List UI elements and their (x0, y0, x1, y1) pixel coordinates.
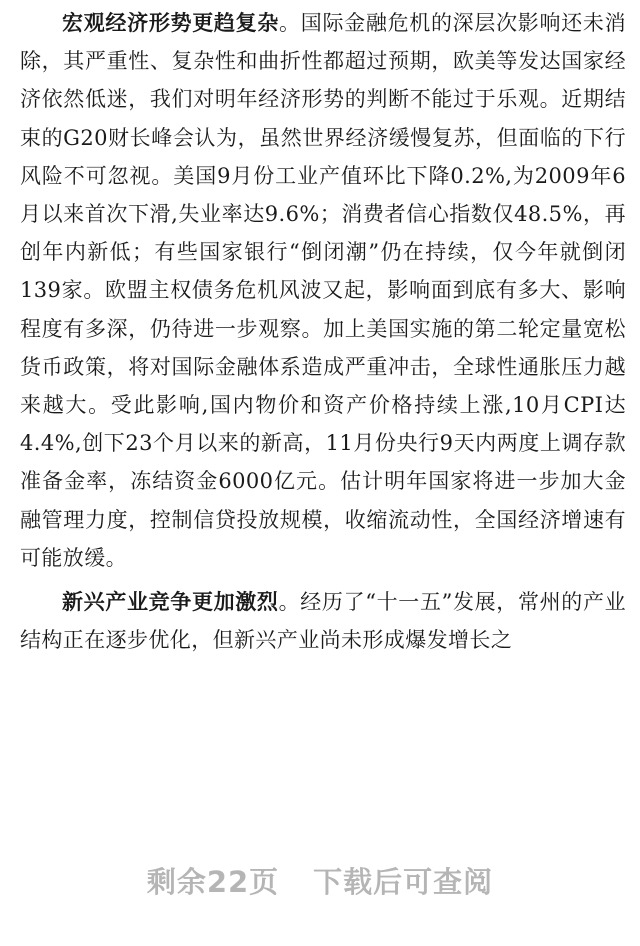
paragraph-macro-economy (20, 4, 626, 577)
document-page (20, 4, 626, 659)
paragraph-emerging-industries (20, 583, 626, 659)
download-prompt[interactable] (0, 860, 640, 901)
paragraph-heading: 新兴产业竞争更加激烈 (62, 590, 279, 615)
remaining-pages-text: 剩余22页 (146, 865, 280, 899)
download-to-view-text: 下载后可查阅 (313, 865, 494, 899)
paragraph-body: 。经历了“十一五”发展，常州的产业结构正在逐步优化，但新兴产业尚未形成爆发增长之 (20, 590, 626, 653)
paragraph-body: 。国际金融危机的深层次影响还未消除，其严重性、复杂性和曲折性都超过预期，欧美等发达国家经济依然低迷，我们对明年经济形势的判断不能过于乐观。近期结束的G20财长峰会认为，虽然世界经济缓慢复苏，但面临的下行风险不可忽视。美国9月份工业产值环比下降0.2%,为2009年6月以来首次下滑,失业率达9.6%；消费者信心指数仅48.5%，再创年内新低；有些国家银行“倒闭潮”仍在持续，仅今年就倒闭139家。欧盟主权债务危机风波又起，影响面到底有多大、影响程度有多深，仍待进一步观察。加上美国实施的第二轮定量宽松货币政策，将对国际金融体系造成严重冲击，全球性通胀压力越来越大。受此影响,国内物价和资产价格持续上涨,10月CPI达4.4%,创下23个月以来的新高，11月份央行9天内两度上调存款准备金率，冻结资金6000亿元。估计明年国家将进一步加大金融管理力度，控制信贷投放规模，收缩流动性，全国经济增速有可能放缓。 (20, 11, 627, 570)
paragraph-heading: 宏观经济形势更趋复杂 (62, 11, 280, 35)
